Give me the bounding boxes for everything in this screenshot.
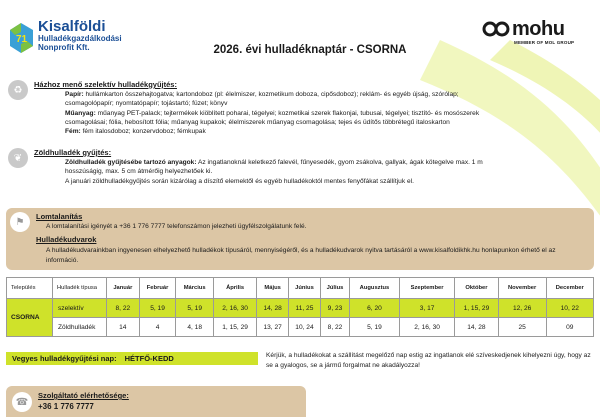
bulky-waste-text: A lomtalanítási igényét a +36 1 776 7777 telefonszámon jelezheti ügyfélszolgálatunk felé. (46, 223, 307, 230)
waste-yards-heading: Hulladékudvarok (36, 235, 97, 244)
month-header: Október (455, 278, 499, 299)
month-header: Július (321, 278, 350, 299)
date-cell: 4 (139, 318, 176, 337)
selective-line: Műanyag: műanyag PET-palack; tejtermékek kiöblített poharai, tégelyei; kozmetikai szerek flakonjai, tubusai, tégelyei; tisztító- és mosószerek (65, 109, 480, 117)
selective-line: csomagolópapír; nyomtatópapír; tojástartó; füzet; könyv (65, 100, 228, 108)
date-cell: 1, 15, 29 (455, 299, 499, 318)
partner-logo (482, 18, 592, 48)
date-cell: 6, 20 (349, 299, 399, 318)
date-cell: 4, 18 (176, 318, 213, 337)
date-cell: 1, 15, 29 (213, 318, 257, 337)
placement-note: Kérjük, a hulladékokat a szállítást megelőző nap estig az ingatlanok elé szíveskedjenek kihelyezni úgy, hogy az se a gyalogos, se a jármű forgalmat ne akadályozza! (266, 352, 591, 369)
type-cell: szelektív (53, 299, 107, 318)
month-header: December (546, 278, 593, 299)
selective-section (8, 80, 598, 140)
partner-name: mohu (512, 18, 565, 40)
header (0, 0, 600, 78)
green-line: hosszúságig, max. 5 cm átmérőig helyezhetőek ki. (65, 168, 213, 176)
recycle-icon: ♻ (8, 80, 28, 100)
phone-icon: ☎ (12, 392, 32, 412)
date-cell: 5, 19 (176, 299, 213, 318)
page-title: 2026. évi hulladéknaptár - CSORNA (213, 44, 407, 56)
green-line: A januári zöldhulladékgyűjtés során kizárólag a díszítő elemektől és egyéb hulladékoktól mentes fenyőfákat szállítjuk el. (65, 177, 414, 185)
month-header: Június (288, 278, 320, 299)
truck-icon: ⚑ (10, 212, 30, 232)
date-cell: 2, 16, 30 (399, 318, 454, 337)
waste-yards-text: A hulladékudvarainkban ingyenesen elhelyezhető hulladékok típusáról, mennyiségéről, és a hulladékudvarok nyitva tartásáról a www.kisalfoldikhk.hu honlapunkon érhető el az információ. (46, 247, 556, 264)
date-cell: 9, 23 (321, 299, 350, 318)
green-lines (65, 158, 593, 186)
table-row-green (7, 318, 594, 337)
mixed-waste-bar (6, 352, 258, 365)
date-cell: 8, 22 (107, 299, 140, 318)
selective-heading: Házhoz menő szelektív hulladékgyűjtés: (34, 80, 177, 89)
date-cell: 5, 19 (139, 299, 176, 318)
date-cell: 2, 16, 30 (213, 299, 257, 318)
collection-table (6, 277, 594, 337)
month-header: Április (213, 278, 257, 299)
contact-phone: +36 1 776 7777 (38, 402, 94, 411)
date-cell: 13, 27 (257, 318, 289, 337)
mohu-mark-icon (482, 19, 510, 39)
mixed-waste-label: Vegyes hulladékgyűjtési nap: (12, 354, 117, 363)
col-place-header: Település (7, 278, 53, 299)
contact-box (6, 386, 306, 417)
month-header: Január (107, 278, 140, 299)
month-header: Március (176, 278, 213, 299)
month-header: Szeptember (399, 278, 454, 299)
date-cell: 10, 24 (288, 318, 320, 337)
org-line1: Kisalföldi (38, 18, 106, 35)
date-cell: 12, 26 (498, 299, 546, 318)
org-line2: Hulladékgazdálkodási (38, 34, 122, 43)
selective-lines (65, 90, 593, 136)
contact-label: Szolgáltató elérhetősége: (38, 391, 129, 400)
col-type-header: Hulladék típusa (53, 278, 107, 299)
date-cell: 09 (546, 318, 593, 337)
org-line3: Nonprofit Kft. (38, 43, 90, 52)
date-cell: 3, 17 (399, 299, 454, 318)
logo-number: 71 (15, 34, 28, 45)
selective-line: csomagolásai; fólia, hebosított fólia; műanyag kupakok; élelmiszerek műanyag csomagolása; tejes és üdítős többrétegű italoskarton (65, 118, 450, 126)
selective-line: Fém: fém italosdoboz; konzervdoboz; fémkupak (65, 128, 206, 136)
date-cell: 10, 22 (546, 299, 593, 318)
partner-subtitle: MEMBER OF MOL GROUP (514, 40, 575, 45)
date-cell: 14 (107, 318, 140, 337)
date-cell: 11, 25 (288, 299, 320, 318)
month-header: Augusztus (349, 278, 399, 299)
month-header: Február (139, 278, 176, 299)
date-cell: 14, 28 (455, 318, 499, 337)
green-section (8, 148, 598, 198)
green-heading: Zöldhulladék gyűjtés: (34, 148, 112, 157)
place-cell: CSORNA (7, 299, 53, 337)
leaf-icon: ❦ (8, 148, 28, 168)
type-cell: Zöldhulladék (53, 318, 107, 337)
table-row-selective (7, 299, 594, 318)
date-cell: 8, 22 (321, 318, 350, 337)
month-header: Május (257, 278, 289, 299)
month-header: November (498, 278, 546, 299)
mixed-waste-day: HÉTFŐ-KEDD (124, 354, 174, 363)
selective-line: Papír: hullámkarton összehajtogatva; kartondoboz (pl: élelmiszer, kozmetikum doboza, cipősdoboz); reklám- és egyéb újság, szórólap; (65, 91, 459, 98)
date-cell: 25 (498, 318, 546, 337)
info-box (6, 208, 594, 270)
date-cell: 5, 19 (349, 318, 399, 337)
bulky-waste-heading: Lomtalanítás (36, 212, 83, 221)
date-cell: 14, 28 (257, 299, 289, 318)
green-line: Zöldhulladék gyűjtésébe tartozó anyagok: Az ingatlanoknál keletkező falevél, fűnyesedék, gyom zsákolva, gallyak, ágak kötegelve max. 1 m (65, 159, 483, 166)
table-header-row (7, 278, 594, 299)
